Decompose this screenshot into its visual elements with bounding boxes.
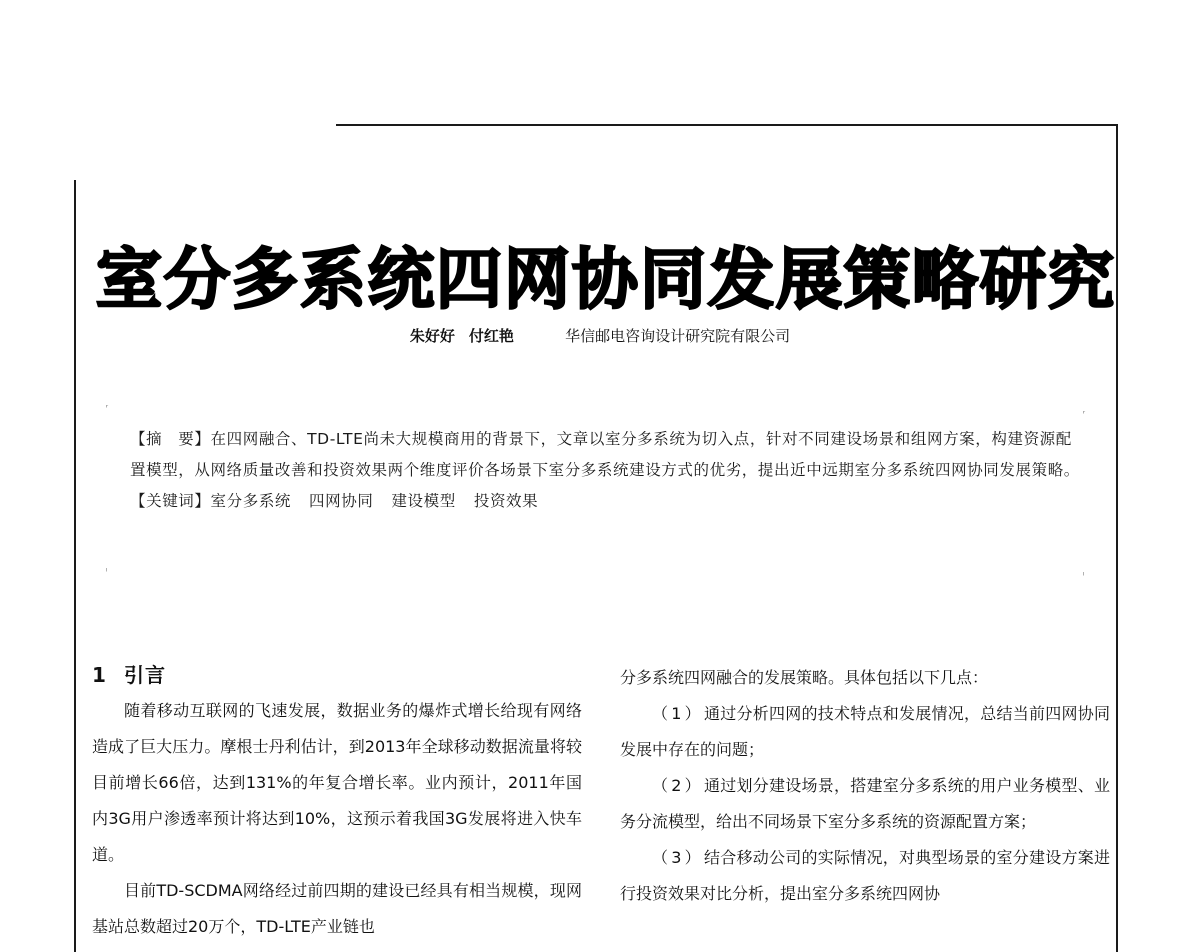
keywords-line	[130, 486, 1080, 517]
abstract-text: 在四网融合、TD-LTE尚未大规模商用的背景下，文章以室分多系统为切入点，针对不同建设场景和组网方案，构建资源配置模型，从网络质量改善和投资效果两个维度评价各场景下室分多系统建设方式的优劣，提出近中远期室分多系统四网协同发展策略。	[130, 430, 1080, 479]
list-marker: （1）	[652, 704, 704, 723]
list-item-text: 通过划分建设场景，搭建室分多系统的用户业务模型、业务分流模型，给出不同场景下室分多系统的资源配置方案；	[620, 776, 1110, 831]
crop-mark-bottom-right: ˡ	[1083, 571, 1085, 580]
keyword: 室分多系统	[210, 492, 292, 510]
keyword: 四网协同	[309, 492, 374, 510]
list-marker: （3）	[652, 848, 704, 867]
list-marker: （2）	[652, 776, 704, 795]
list-item-text: 通过分析四网的技术特点和发展情况，总结当前四网协同发展中存在的问题；	[620, 704, 1110, 759]
frame-right-rule	[1116, 124, 1118, 952]
keyword: 建设模型	[391, 492, 456, 510]
list-item	[620, 696, 1110, 768]
body-column-left	[92, 660, 582, 945]
section-title: 引言	[124, 663, 166, 687]
section-number: 1	[92, 663, 107, 687]
body-paragraph: 目前TD-SCDMA网络经过前四期的建设已经具有相当规模，现网基站总数超过20万个，TD-LTE产业链也	[92, 881, 582, 936]
body-paragraph: 分多系统四网融合的发展策略。具体包括以下几点：	[620, 668, 989, 687]
crop-mark-top-right: ʳ	[1083, 409, 1086, 418]
byline	[0, 324, 1200, 348]
author-name: 朱好好	[409, 327, 455, 345]
body-column-right	[620, 660, 1110, 912]
list-item-text: 结合移动公司的实际情况，对典型场景的室分建设方案进行投资效果对比分析，提出室分多系统四网协	[620, 848, 1110, 903]
frame-top-rule	[336, 124, 1118, 126]
list-item	[620, 840, 1110, 912]
body-paragraph: 随着移动互联网的飞速发展，数据业务的爆炸式增长给现有网络造成了巨大压力。摩根士丹利估计，到2013年全球移动数据流量将较目前增长66倍，达到131%的年复合增长率。业内预计，2011年国内3G用户渗透率预计将达到10%，这预示着我国3G发展将进入快车道。	[92, 701, 582, 864]
author-name: 付红艳	[468, 327, 514, 345]
crop-mark-bottom-left: ˡ	[106, 567, 108, 576]
paper-title: 室分多系统四网协同发展策略研究	[96, 241, 1116, 319]
frame-left-rule	[74, 180, 76, 952]
abstract-block	[130, 424, 1080, 517]
author-list	[410, 327, 519, 345]
keyword: 投资效果	[473, 492, 539, 510]
crop-mark-top-left: ʳ	[106, 403, 109, 412]
affiliation: 华信邮电咨询设计研究院有限公司	[565, 327, 791, 345]
abstract-paragraph	[130, 424, 1080, 486]
section-heading	[92, 660, 582, 690]
keywords-label: 【关键词】	[130, 492, 211, 510]
list-item	[620, 768, 1110, 840]
abstract-label: 【摘 要】	[130, 430, 211, 448]
